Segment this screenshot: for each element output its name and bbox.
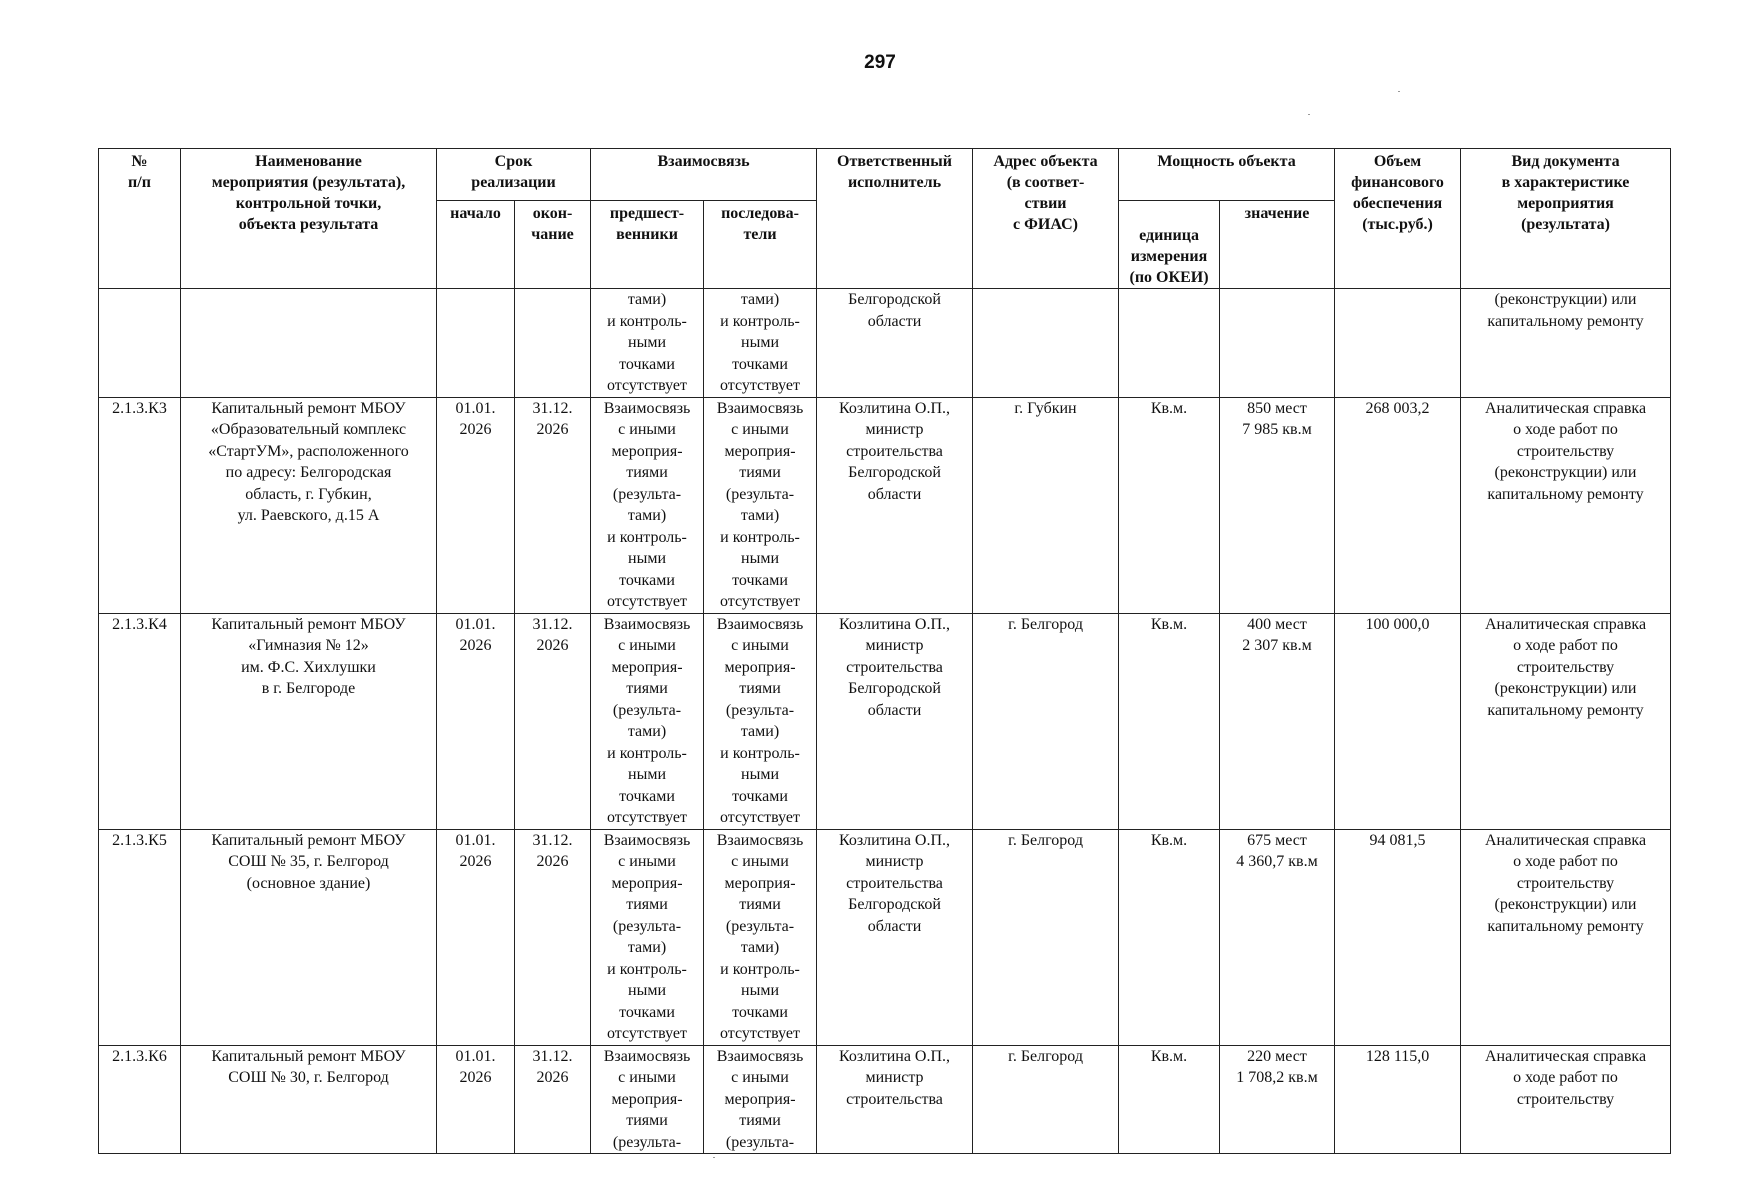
cell-prev: Взаимосвязь с иными мероприя- тиями (результа- тами) и контроль- ными точками отсутствует: [591, 613, 704, 829]
measures-table: [98, 148, 1671, 1154]
table-row-continuation: [99, 289, 1671, 398]
cell-start: 01.01. 2026: [437, 1045, 515, 1154]
cell-doc: Аналитическая справка о ходе работ по строительству (реконструкции) или капитальному ремонту: [1461, 397, 1671, 613]
cell-name: Капитальный ремонт МБОУ «Образовательный комплекс «СтартУМ», расположенного по адресу: Белгородская область, г. Губкин, ул. Раевского, д.15 А: [181, 397, 437, 613]
cell-value: 850 мест 7 985 кв.м: [1220, 397, 1335, 613]
cell-next: Взаимосвязь с иными мероприя- тиями (результа-: [704, 1045, 817, 1154]
cell-unit: Кв.м.: [1119, 613, 1220, 829]
table-row: [99, 397, 1671, 613]
cell-start: 01.01. 2026: [437, 397, 515, 613]
table-row: [99, 829, 1671, 1045]
cell-unit: Кв.м.: [1119, 397, 1220, 613]
cell-num: 2.1.3.К5: [99, 829, 181, 1045]
page-number: 297: [864, 52, 896, 73]
table-row: [99, 613, 1671, 829]
header-name: Наименование мероприятия (результата), контрольной точки, объекта результата: [181, 149, 437, 289]
header-unit: единица измерения (по ОКЕИ): [1119, 201, 1220, 289]
cell-name: Капитальный ремонт МБОУ СОШ № 35, г. Белгород (основное здание): [181, 829, 437, 1045]
table-row: [99, 1045, 1671, 1154]
cell-finance: [1335, 289, 1461, 398]
cell-address: [973, 289, 1119, 398]
header-term-end: окон- чание: [515, 201, 591, 289]
cell-num: 2.1.3.К3: [99, 397, 181, 613]
cell-finance: 94 081,5: [1335, 829, 1461, 1045]
cell-prev: тами) и контроль- ными точками отсутствует: [591, 289, 704, 398]
header-term: Срок реализации: [437, 149, 591, 201]
header-relation: Взаимосвязь: [591, 149, 817, 201]
cell-address: г. Белгород: [973, 829, 1119, 1045]
cell-doc: (реконструкции) или капитальному ремонту: [1461, 289, 1671, 398]
cell-unit: Кв.м.: [1119, 829, 1220, 1045]
scan-speck: [1398, 91, 1400, 92]
cell-prev: Взаимосвязь с иными мероприя- тиями (результа- тами) и контроль- ными точками отсутствует: [591, 829, 704, 1045]
cell-next: Взаимосвязь с иными мероприя- тиями (результа- тами) и контроль- ными точками отсутствует: [704, 613, 817, 829]
cell-finance: 268 003,2: [1335, 397, 1461, 613]
cell-unit: Кв.м.: [1119, 1045, 1220, 1154]
cell-start: [437, 289, 515, 398]
cell-doc: Аналитическая справка о ходе работ по строительству (реконструкции) или капитальному ремонту: [1461, 613, 1671, 829]
cell-name: Капитальный ремонт МБОУ «Гимназия № 12» им. Ф.С. Хихлушки в г. Белгороде: [181, 613, 437, 829]
cell-executor: Козлитина О.П., министр строительства Белгородской области: [817, 397, 973, 613]
cell-end: 31.12. 2026: [515, 829, 591, 1045]
cell-prev: Взаимосвязь с иными мероприя- тиями (результа- тами) и контроль- ными точками отсутствует: [591, 397, 704, 613]
table-header: [99, 149, 1671, 289]
cell-address: г. Губкин: [973, 397, 1119, 613]
header-num: № п/п: [99, 149, 181, 289]
header-term-start: начало: [437, 201, 515, 289]
cell-end: [515, 289, 591, 398]
header-rel-next: последова- тели: [704, 201, 817, 289]
scan-speck: [1308, 114, 1310, 115]
cell-finance: 100 000,0: [1335, 613, 1461, 829]
cell-doc: Аналитическая справка о ходе работ по строительству: [1461, 1045, 1671, 1154]
header-executor: Ответственный исполнитель: [817, 149, 973, 289]
header-address: Адрес объекта (в соответ- ствии с ФИАС): [973, 149, 1119, 289]
header-value: значение: [1220, 201, 1335, 289]
cell-start: 01.01. 2026: [437, 613, 515, 829]
cell-prev: Взаимосвязь с иными мероприя- тиями (результа-: [591, 1045, 704, 1154]
cell-next: Взаимосвязь с иными мероприя- тиями (результа- тами) и контроль- ными точками отсутствует: [704, 397, 817, 613]
cell-next: Взаимосвязь с иными мероприя- тиями (результа- тами) и контроль- ными точками отсутствует: [704, 829, 817, 1045]
cell-unit: [1119, 289, 1220, 398]
header-doc-type: Вид документа в характеристике мероприятия (результата): [1461, 149, 1671, 289]
cell-num: [99, 289, 181, 398]
header-capacity: Мощность объекта: [1119, 149, 1335, 201]
cell-doc: Аналитическая справка о ходе работ по строительству (реконструкции) или капитальному ремонту: [1461, 829, 1671, 1045]
cell-executor: Козлитина О.П., министр строительства Белгородской области: [817, 613, 973, 829]
header-rel-prev: предшест- венники: [591, 201, 704, 289]
cell-value: 400 мест 2 307 кв.м: [1220, 613, 1335, 829]
cell-next: тами) и контроль- ными точками отсутствует: [704, 289, 817, 398]
cell-value: 675 мест 4 360,7 кв.м: [1220, 829, 1335, 1045]
cell-executor: Козлитина О.П., министр строительства Белгородской области: [817, 829, 973, 1045]
cell-executor: Козлитина О.П., министр строительства: [817, 1045, 973, 1154]
cell-end: 31.12. 2026: [515, 397, 591, 613]
cell-name: Капитальный ремонт МБОУ СОШ № 30, г. Белгород: [181, 1045, 437, 1154]
header-finance: Объем финансового обеспечения (тыс.руб.): [1335, 149, 1461, 289]
cell-start: 01.01. 2026: [437, 829, 515, 1045]
cell-num: 2.1.3.К6: [99, 1045, 181, 1154]
cell-value: 220 мест 1 708,2 кв.м: [1220, 1045, 1335, 1154]
scan-speck: [713, 1157, 715, 1158]
cell-address: г. Белгород: [973, 613, 1119, 829]
cell-executor: Белгородской области: [817, 289, 973, 398]
cell-num: 2.1.3.К4: [99, 613, 181, 829]
cell-name: [181, 289, 437, 398]
cell-address: г. Белгород: [973, 1045, 1119, 1154]
cell-end: 31.12. 2026: [515, 1045, 591, 1154]
cell-end: 31.12. 2026: [515, 613, 591, 829]
cell-value: [1220, 289, 1335, 398]
cell-finance: 128 115,0: [1335, 1045, 1461, 1154]
